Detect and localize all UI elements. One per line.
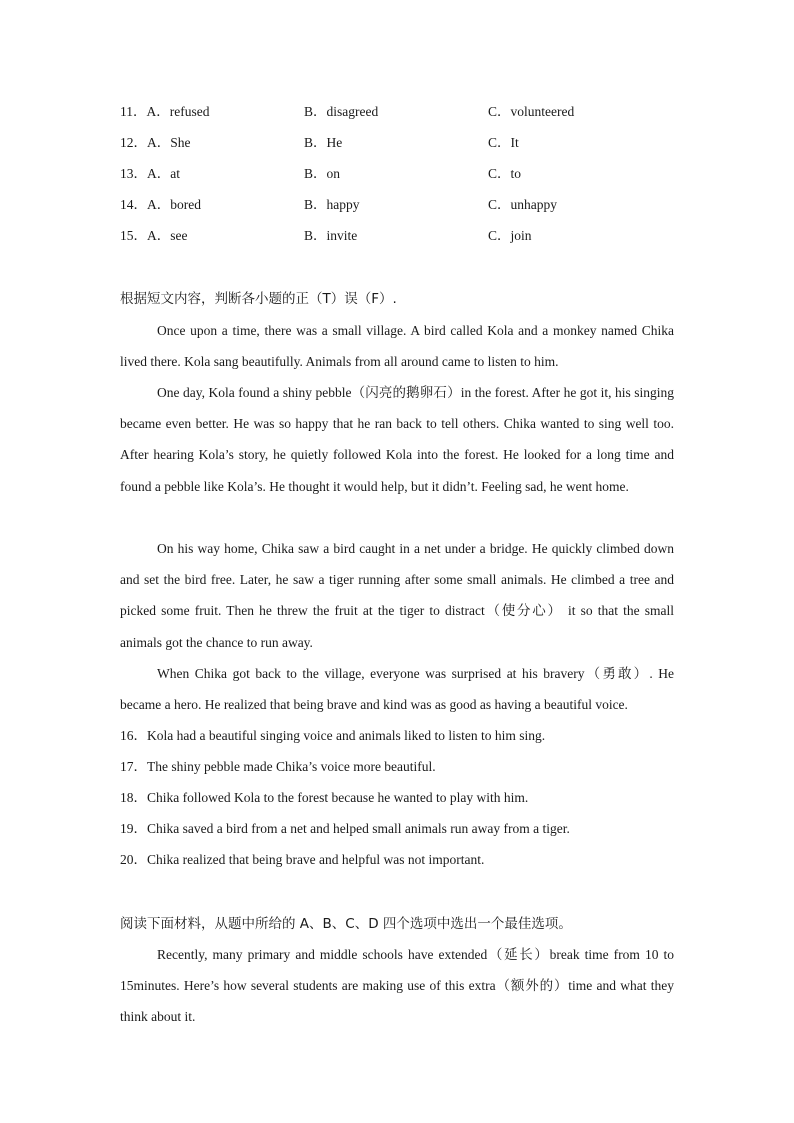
question-16: 16．Kola had a beautiful singing voice and animals liked to listen to him sing. xyxy=(120,728,546,743)
option-c: C．volunteered xyxy=(488,104,575,119)
reading-paragraph: Recently, many primary and middle schools have extended（延长）break time from 10 to 15minutes. Here’s how several students are making use of this extra（额外的）time and what they think about it. xyxy=(120,947,674,1025)
option-a: 13．A．at xyxy=(120,166,180,181)
option-a: 15．A．see xyxy=(120,228,188,243)
option-a: 14．A．bored xyxy=(120,197,201,212)
option-row-13 xyxy=(120,164,680,184)
story-paragraph-4: When Chika got back to the village, everyone was surprised at his bravery（勇敢）. He became a hero. He realized that being brave and kind was as good as having a beautiful voice. xyxy=(120,666,674,713)
section-instruction-tf: 根据短文内容，判断各小题的正（T）误（F）. xyxy=(120,291,397,307)
option-row-15 xyxy=(120,226,680,246)
option-b: B．invite xyxy=(304,228,358,243)
question-17: 17．The shiny pebble made Chika’s voice more beautiful. xyxy=(120,759,436,774)
option-a: 11．A．refused xyxy=(120,104,210,119)
option-row-12 xyxy=(120,133,680,153)
story-paragraph-1: Once upon a time, there was a small village. A bird called Kola and a monkey named Chika lived there. Kola sang beautifully. Animals from all around came to listen to him. xyxy=(120,323,674,370)
story-paragraph-3: On his way home, Chika saw a bird caught in a net under a bridge. He quickly climbed down and set the bird free. Later, he saw a tiger running after some small animals. He climbed a tree and picked some fruit. Then he threw the fruit at the tiger to distract（使分心） it so that the small animals got the chance to run away. xyxy=(120,541,674,650)
option-a: 12．A．She xyxy=(120,135,191,150)
question-19: 19．Chika saved a bird from a net and helped small animals run away from a tiger. xyxy=(120,821,570,836)
question-18: 18．Chika followed Kola to the forest because he wanted to play with him. xyxy=(120,790,529,805)
option-b: B．on xyxy=(304,166,341,181)
option-row-14 xyxy=(120,195,680,215)
option-c: C．unhappy xyxy=(488,197,557,212)
option-row-11 xyxy=(120,102,680,122)
story-paragraph-2: One day, Kola found a shiny pebble（闪亮的鹅卵石）in the forest. After he got it, his singing became even better. He was so happy that he ran back to tell others. Chika wanted to sing well too. After hearing Kola’s story, he quietly followed Kola into the forest. He looked for a long time and found a pebble like Kola’s. He thought it would help, but it didn’t. Feeling sad, he went home. xyxy=(120,385,674,494)
option-b: B．disagreed xyxy=(304,104,379,119)
option-b: B．happy xyxy=(304,197,360,212)
section-instruction-mc: 阅读下面材料，从题中所给的 A、B、C、D 四个选项中选出一个最佳选项。 xyxy=(120,916,572,932)
option-c: C．to xyxy=(488,166,522,181)
question-20: 20．Chika realized that being brave and helpful was not important. xyxy=(120,852,485,867)
option-c: C．It xyxy=(488,135,519,150)
option-c: C．join xyxy=(488,228,532,243)
option-b: B．He xyxy=(304,135,343,150)
